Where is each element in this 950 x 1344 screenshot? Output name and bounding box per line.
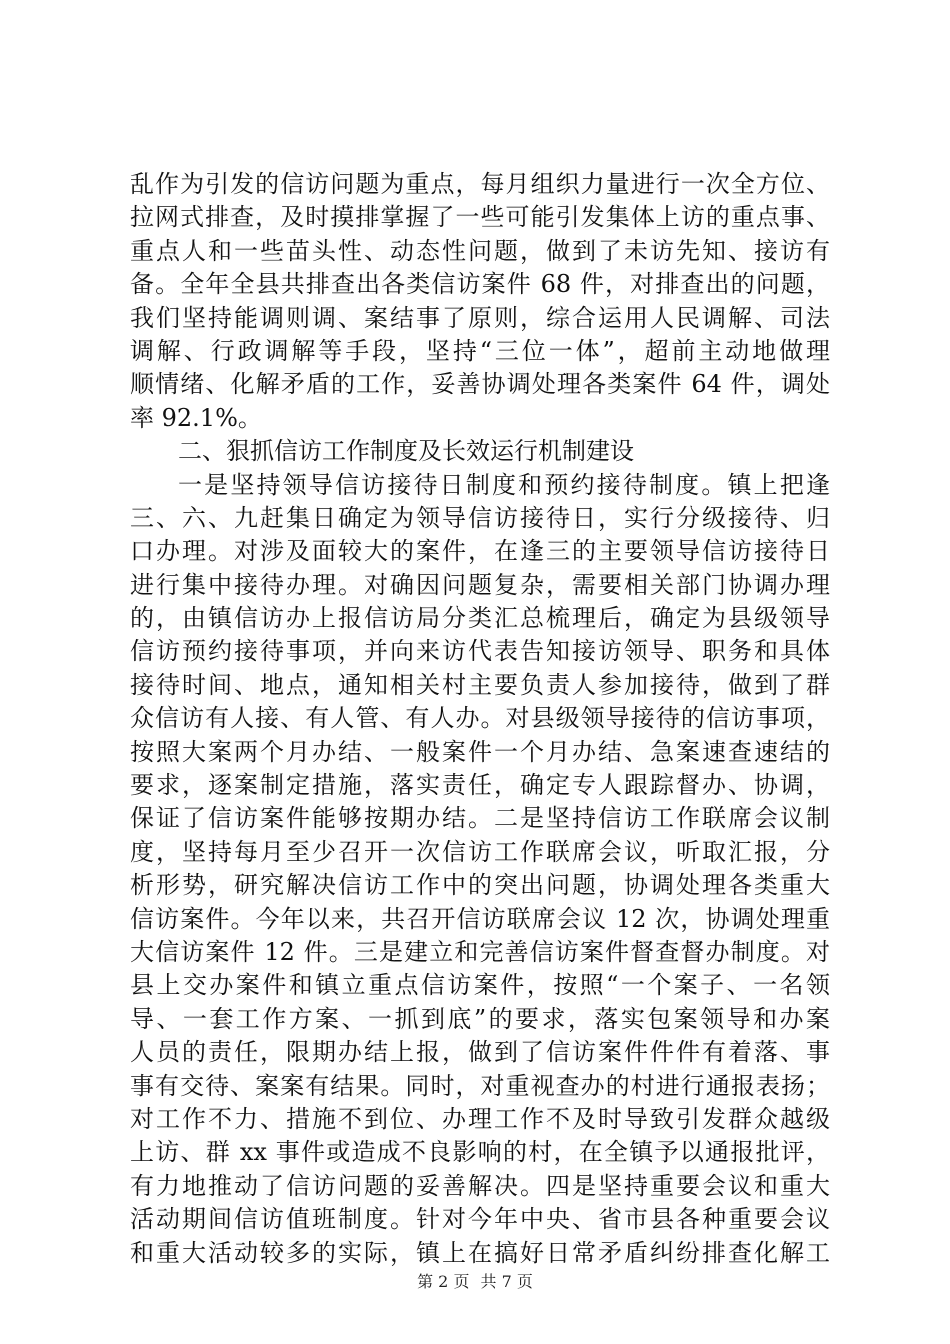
text-line: 重点人和一些苗头性、动态性问题，做到了未访先知、接访有 [130, 236, 830, 265]
text-line: 顺情绪、化解矛盾的工作，妥善协调处理各类案件 64 件，调处 [130, 370, 830, 399]
page-footer [0, 1272, 950, 1292]
text-line: 度，坚持每月至少召开一次信访工作联席会议，听取汇报，分 [130, 837, 830, 866]
text-line: 拉网式排查，及时摸排掌握了一些可能引发集体上访的重点事、 [130, 203, 830, 232]
text-line: 我们坚持能调则调、案结事了原则，综合运用人民调解、司法 [130, 303, 830, 332]
text-line: 备。全年全县共排查出各类信访案件 68 件，对排查出的问题， [130, 270, 830, 299]
text-line: 调解、行政调解等手段，坚持“三位一体”，超前主动地做理 [130, 336, 830, 365]
text-line: 对工作不力、措施不到位、办理工作不及时导致引发群众越级 [130, 1104, 830, 1133]
text-line: 有力地推动了信访问题的妥善解决。四是坚持重要会议和重大 [130, 1171, 830, 1200]
text-line: 接待时间、地点，通知相关村主要负责人参加接待，做到了群 [130, 670, 830, 699]
section-heading: 二、狠抓信访工作制度及长效运行机制建设 [178, 437, 634, 466]
text-line: 事有交待、案案有结果。同时，对重视查办的村进行通报表扬； [130, 1071, 830, 1100]
text-line: 人员的责任，限期办结上报，做到了信访案件件件有着落、事 [130, 1038, 830, 1067]
text-line: 信访预约接待事项，并向来访代表告知接访领导、职务和具体 [130, 637, 830, 666]
page-number: 第 2 页 [417, 1272, 470, 1291]
text-line: 口办理。对涉及面较大的案件，在逢三的主要领导信访接待日 [130, 537, 830, 566]
text-line: 大信访案件 12 件。三是建立和完善信访案件督查督办制度。对 [130, 937, 830, 966]
text-line: 活动期间信访值班制度。针对今年中央、省市县各种重要会议 [130, 1205, 830, 1234]
text-line: 上访、群 xx 事件或造成不良影响的村，在全镇予以通报批评， [130, 1138, 830, 1167]
text-line: 率 92.1%。 [130, 403, 262, 432]
document-body [130, 168, 830, 1270]
text-line: 析形势，研究解决信访工作中的突出问题，协调处理各类重大 [130, 871, 830, 900]
text-line: 按照大案两个月办结、一般案件一个月办结、急案速查速结的 [130, 737, 830, 766]
text-line: 保证了信访案件能够按期办结。二是坚持信访工作联席会议制 [130, 804, 830, 833]
text-line: 乱作为引发的信访问题为重点，每月组织力量进行一次全方位、 [130, 170, 830, 198]
text-line: 要求，逐案制定措施，落实责任，确定专人跟踪督办、协调， [130, 771, 830, 800]
text-line: 县上交办案件和镇立重点信访案件，按照“一个案子、一名领 [130, 971, 830, 1000]
text-line: 三、六、九赶集日确定为领导信访接待日，实行分级接待、归 [130, 503, 830, 532]
text-line: 导、一套工作方案、一抓到底”的要求，落实包案领导和办案 [130, 1004, 830, 1033]
page-total: 共 7 页 [480, 1272, 533, 1291]
text-line: 和重大活动较多的实际，镇上在搞好日常矛盾纠纷排查化解工 [130, 1238, 830, 1267]
text-line: 众信访有人接、有人管、有人办。对县级领导接待的信访事项， [130, 704, 830, 733]
text-line: 进行集中接待办理。对确因问题复杂，需要相关部门协调办理 [130, 570, 830, 599]
text-line: 的，由镇信访办上报信访局分类汇总梳理后，确定为县级领导 [130, 604, 830, 633]
text-line: 一是坚持领导信访接待日制度和预约接待制度。镇上把逢 [178, 470, 830, 499]
text-line: 信访案件。今年以来，共召开信访联席会议 12 次，协调处理重 [130, 904, 830, 933]
